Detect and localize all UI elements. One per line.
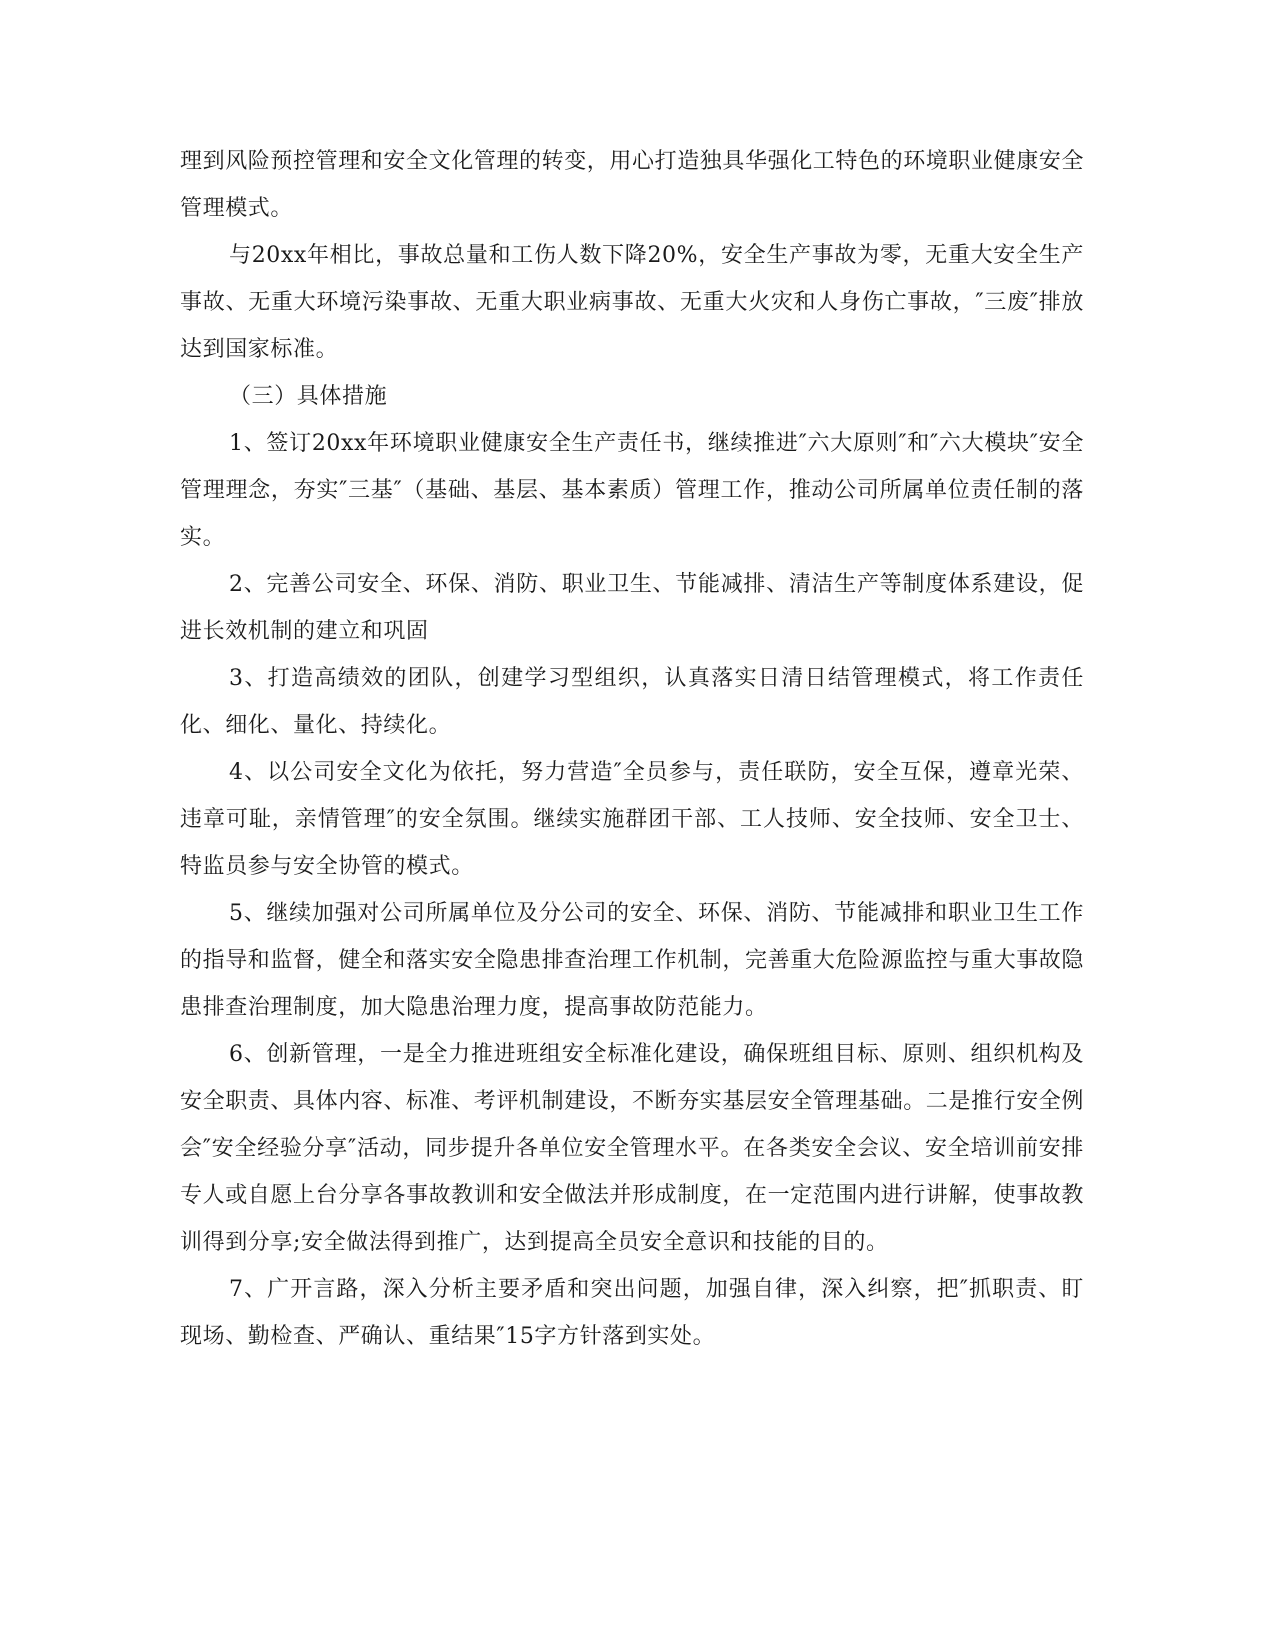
- paragraph-targets: 与20xx年相比，事故总量和工伤人数下降20%，安全生产事故为零，无重大安全生产事故、无重大环境污染事故、无重大职业病事故、无重大火灾和人身伤亡事故，″三废″排放达到国家标准。: [180, 243, 1084, 362]
- document-page: [180, 138, 1084, 1360]
- measure-item-1: 1、签订20xx年环境职业健康安全生产责任书，继续推进″六大原则″和″六大模块″安全管理理念，夯实″三基″（基础、基层、基本素质）管理工作，推动公司所属单位责任制的落实。: [180, 431, 1084, 550]
- paragraph-continuation: 理到风险预控管理和安全文化管理的转变，用心打造独具华强化工特色的环境职业健康安全管理模式。: [180, 149, 1085, 221]
- measure-item-3: 3、打造高绩效的团队，创建学习型组织，认真落实日清日结管理模式，将工作责任化、细化、量化、持续化。: [180, 666, 1084, 738]
- measure-item-2: 2、完善公司安全、环保、消防、职业卫生、节能减排、清洁生产等制度体系建设，促进长效机制的建立和巩固: [180, 572, 1084, 644]
- measure-item-4: 4、以公司安全文化为依托，努力营造″全员参与，责任联防，安全互保，遵章光荣、违章可耻，亲情管理″的安全氛围。继续实施群团干部、工人技师、安全技师、安全卫士、特监员参与安全协管的模式。: [180, 760, 1084, 879]
- measure-item-6: 6、创新管理，一是全力推进班组安全标准化建设，确保班组目标、原则、组织机构及安全职责、具体内容、标准、考评机制建设，不断夯实基层安全管理基础。二是推行安全例会″安全经验分享″活动，同步提升各单位安全管理水平。在各类安全会议、安全培训前安排专人或自愿上台分享各事故教训和安全做法并形成制度，在一定范围内进行讲解，使事故教训得到分享;安全做法得到推广，达到提高全员安全意识和技能的目的。: [180, 1042, 1085, 1255]
- measure-item-7: 7、广开言路，深入分析主要矛盾和突出问题，加强自律，深入纠察，把″抓职责、盯现场、勤检查、严确认、重结果″15字方针落到实处。: [180, 1277, 1084, 1349]
- section-heading-measures: （三）具体措施: [229, 384, 388, 409]
- measure-item-5: 5、继续加强对公司所属单位及分公司的安全、环保、消防、节能减排和职业卫生工作的指导和监督，健全和落实安全隐患排查治理工作机制，完善重大危险源监控与重大事故隐患排查治理制度，加大隐患治理力度，提高事故防范能力。: [180, 901, 1085, 1020]
